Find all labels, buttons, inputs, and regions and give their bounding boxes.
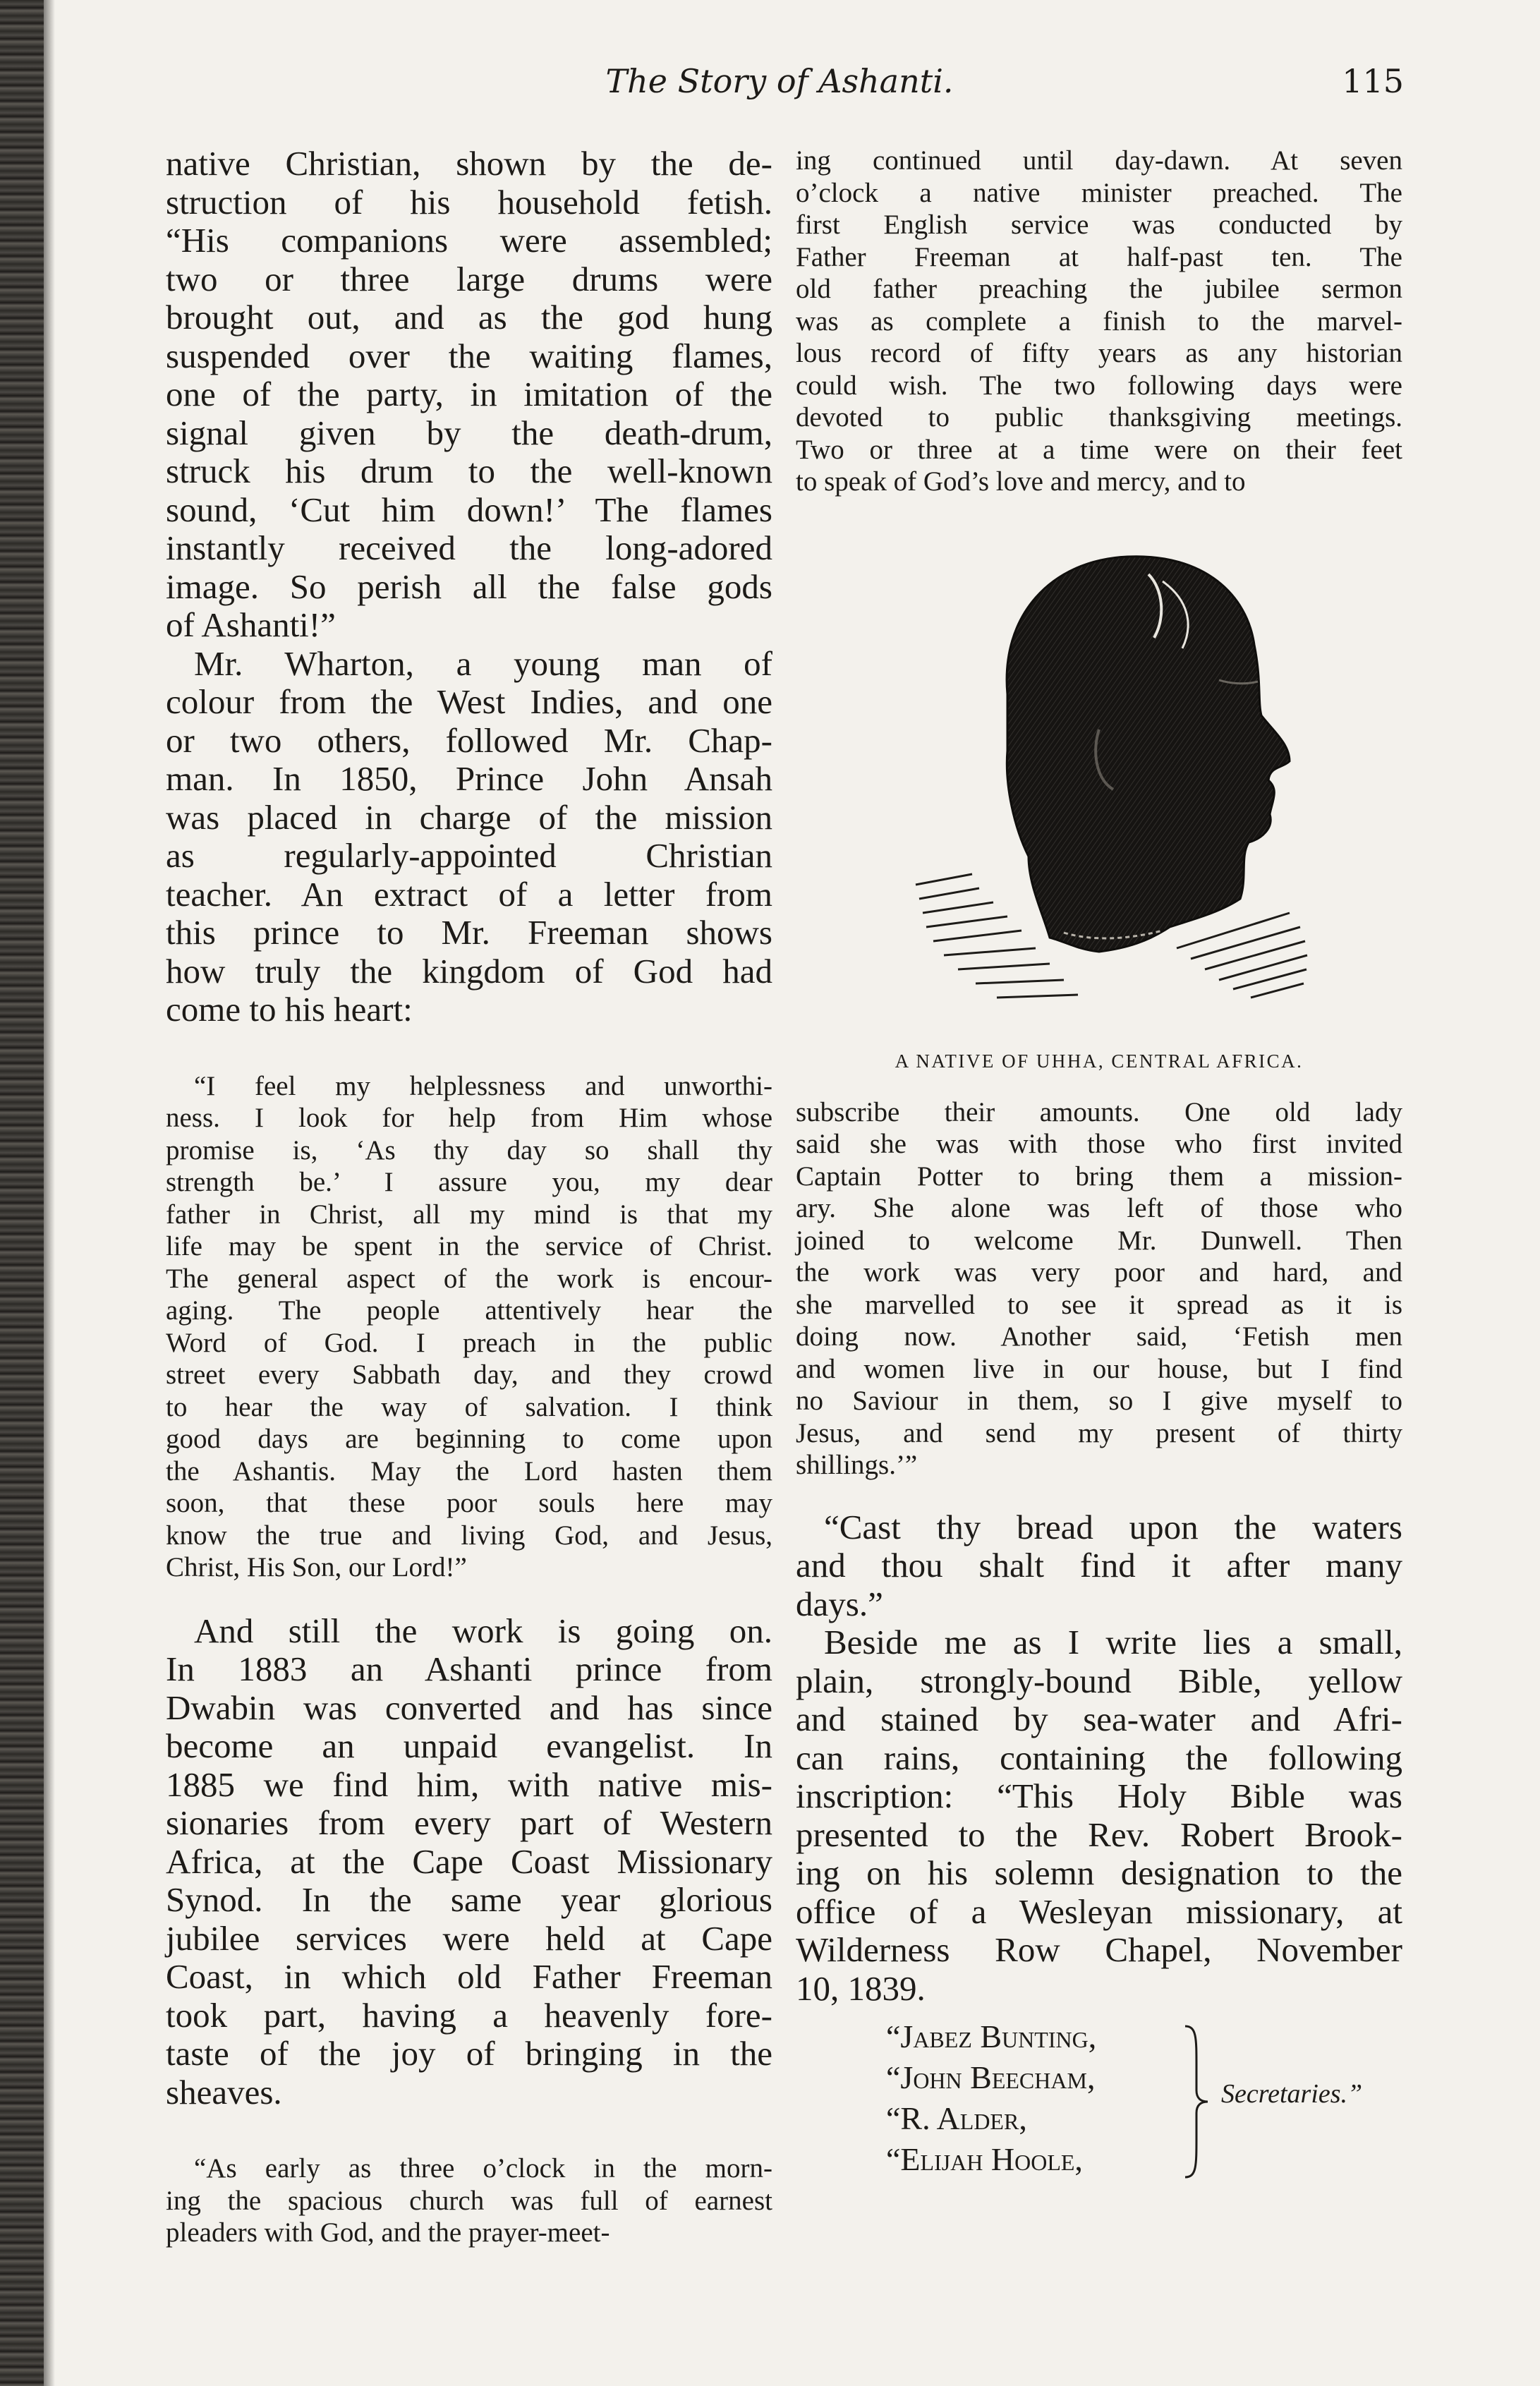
text-line: signal given by the death-drum,	[166, 413, 772, 452]
text-line: “His companions were assembled;	[166, 221, 772, 260]
text-line: and thou shalt find it after many	[796, 1546, 1402, 1585]
text-line: teacher. An extract of a letter from	[166, 874, 772, 914]
text-line: ary. She alone was left of those who	[796, 1193, 1402, 1223]
paragraph-bible-inscription	[796, 1623, 1402, 2008]
text-line: instantly received the long-adored	[166, 528, 772, 567]
text-line: street every Sabbath day, and they crowd	[166, 1359, 772, 1390]
text-line: Father Freeman at half-past ten. The	[796, 241, 1402, 272]
text-line: Wilderness Row Chapel, November	[796, 1930, 1402, 1969]
text-line: struction of his household fetish.	[166, 182, 772, 222]
text-line: taste of the joy of bringing in the	[166, 2034, 772, 2073]
text-line: life may be spent in the service of Christ.	[166, 1231, 772, 1261]
paragraph-wharton	[166, 645, 772, 1029]
text-line: father in Christ, all my mind is that my	[166, 1199, 772, 1230]
text-line: struck his drum to the well-known	[166, 452, 772, 490]
signatory: “Jabez Bunting,	[886, 2018, 1097, 2054]
text-line: inscription: “This Holy Bible was	[796, 1776, 1402, 1815]
text-line: she marvelled to see it spread as it is	[796, 1289, 1402, 1320]
portrait-engraving	[796, 518, 1402, 1026]
text-line: of Ashanti!”	[166, 605, 336, 644]
text-line: could wish. The two following days were	[796, 370, 1402, 401]
right-column	[796, 145, 1402, 2183]
text-line: come to his heart:	[166, 990, 413, 1029]
text-line: or two others, followed Mr. Chap-	[166, 720, 772, 760]
page-header	[155, 62, 1404, 111]
text-line: ing on his solemn designation to the	[796, 1853, 1402, 1892]
page-number: 115	[1342, 62, 1404, 100]
text-line: The general aspect of the work is encour-	[166, 1263, 772, 1294]
text-line: 10, 1839.	[796, 1968, 926, 2008]
text-line: good days are beginning to come upon	[166, 1424, 772, 1454]
text-line: o’clock a native minister preached. The	[796, 177, 1402, 208]
text-line: man. In 1850, Prince John Ansah	[166, 759, 772, 798]
quote-jubilee-start	[166, 2152, 772, 2249]
text-line: office of a Wesleyan missionary, at	[796, 1891, 1402, 1931]
text-line: Synod. In the same year glorious	[166, 1880, 772, 1919]
text-line: native Christian, shown by the de-	[166, 144, 772, 183]
text-line: and women live in our house, but I find	[796, 1353, 1402, 1384]
text-line: the work was very poor and hard, and	[796, 1257, 1402, 1288]
text-line: “Cast thy bread upon the waters	[824, 1507, 1402, 1546]
text-line: aging. The people attentively hear the	[166, 1295, 772, 1326]
text-line: Captain Potter to bring them a mission-	[796, 1161, 1402, 1192]
text-line: become an unpaid evangelist. In	[166, 1726, 772, 1765]
text-line: this prince to Mr. Freeman shows	[166, 913, 772, 952]
figure-caption: A NATIVE OF UHHA, CENTRAL AFRICA.	[895, 1050, 1304, 1072]
text-line: said she was with those who first invited	[796, 1129, 1402, 1159]
text-line: know the true and living God, and Jesus,	[166, 1520, 772, 1551]
text-line: two or three large drums were	[166, 259, 772, 298]
quote-jubilee-end	[796, 1096, 1402, 1482]
text-line: Coast, in which old Father Freeman	[166, 1957, 772, 1996]
text-line: soon, that these poor souls here may	[166, 1488, 772, 1518]
text-line: Christ, His Son, our Lord!”	[166, 1552, 467, 1582]
text-line: strength be.’ I assure you, my dear	[166, 1167, 772, 1197]
engraving-figure	[796, 518, 1402, 1096]
text-line: pleaders with God, and the prayer-meet-	[166, 2217, 610, 2248]
text-line: brought out, and as the god hung	[166, 298, 772, 337]
brace-glyph	[1182, 2023, 1211, 2180]
signatory: “John Beecham,	[886, 2059, 1096, 2095]
running-title: The Story of Ashanti.	[605, 62, 954, 100]
signatories-block	[886, 2016, 1402, 2183]
paragraph-cast-bread	[796, 1508, 1402, 1624]
text-line: can rains, containing the following	[796, 1738, 1402, 1777]
text-line: sheaves.	[166, 2072, 282, 2112]
book-binding-edge	[0, 0, 44, 2386]
text-line: was as complete a finish to the marvel-	[796, 305, 1402, 337]
text-line: one of the party, in imitation of the	[166, 375, 772, 413]
signatory: “R. Alder,	[886, 2100, 1027, 2136]
text-line: Dwabin was converted and has since	[166, 1688, 772, 1727]
text-line: plain, strongly-bound Bible, yellow	[796, 1661, 1402, 1700]
text-line: “I feel my helplessness and unworthi-	[194, 1070, 772, 1101]
text-line: devoted to public thanksgiving meetings.	[796, 402, 1402, 432]
signatories-role: Secretaries.”	[1221, 2079, 1363, 2109]
text-line: first English service was conducted by	[796, 210, 1402, 240]
text-line: days.”	[796, 1584, 883, 1623]
binding-shadow	[44, 0, 55, 2386]
text-line: as regularly-appointed Christian	[166, 836, 772, 875]
text-line: subscribe their amounts. One old lady	[796, 1096, 1402, 1127]
text-line: Beside me as I write lies a small,	[824, 1623, 1402, 1661]
text-line: joined to welcome Mr. Dunwell. Then	[796, 1225, 1402, 1256]
text-line: Africa, at the Cape Coast Missionary	[166, 1841, 772, 1881]
text-line: ing continued until day-dawn. At seven	[796, 145, 1402, 176]
text-line: how truly the kingdom of God had	[166, 951, 772, 991]
text-line: suspended over the waiting flames,	[166, 336, 772, 375]
text-line: to hear the way of salvation. I think	[166, 1391, 772, 1422]
text-line: shillings.’”	[796, 1450, 918, 1480]
text-line: the Ashantis. May the Lord hasten them	[166, 1455, 772, 1486]
text-line: colour from the West Indies, and one	[166, 682, 772, 721]
text-line: jubilee services were held at Cape	[166, 1918, 772, 1958]
text-line: sionaries from every part of Western	[166, 1803, 772, 1842]
text-line: image. So perish all the false gods	[166, 567, 772, 606]
text-line: no Saviour in them, so I give myself to	[796, 1386, 1402, 1416]
text-line: old father preaching the jubilee sermon	[796, 274, 1402, 304]
left-column	[166, 145, 772, 2249]
paragraph-work-going-on	[166, 1612, 772, 2112]
text-line: Two or three at a time were on their feet	[796, 434, 1402, 465]
text-line: Jesus, and send my present of thirty	[796, 1417, 1402, 1448]
text-line: promise is, ‘As thy day so shall thy	[166, 1134, 772, 1165]
text-line: to speak of God’s love and mercy, and to	[796, 466, 1246, 497]
text-line: And still the work is going on.	[194, 1611, 772, 1650]
text-line: doing now. Another said, ‘Fetish men	[796, 1321, 1402, 1352]
text-line: sound, ‘Cut him down!’ The flames	[166, 490, 772, 529]
text-line: took part, having a heavenly fore-	[166, 1995, 772, 2035]
text-line: presented to the Rev. Robert Brook-	[796, 1815, 1402, 1854]
text-line: 1885 we find him, with native mis-	[166, 1764, 772, 1804]
text-line: and stained by sea-water and Afri-	[796, 1700, 1402, 1738]
quote-prince-letter	[166, 1070, 772, 1584]
text-line: “As early as three o’clock in the morn-	[194, 2153, 772, 2184]
text-line: was placed in charge of the mission	[166, 797, 772, 837]
text-line: Word of God. I preach in the public	[166, 1327, 772, 1358]
text-line: ing the spacious church was full of earnest	[166, 2185, 772, 2216]
text-line: In 1883 an Ashanti prince from	[166, 1649, 772, 1688]
signatory: “Elijah Hoole,	[886, 2141, 1083, 2177]
head-silhouette	[1007, 556, 1290, 951]
quote-jubilee-continued	[796, 145, 1402, 498]
text-line: lous record of fifty years as any historian	[796, 338, 1402, 368]
text-line: Mr. Wharton, a young man of	[194, 643, 772, 683]
text-line: ness. I look for help from Him whose	[166, 1103, 772, 1133]
paragraph-fetish	[166, 145, 772, 645]
